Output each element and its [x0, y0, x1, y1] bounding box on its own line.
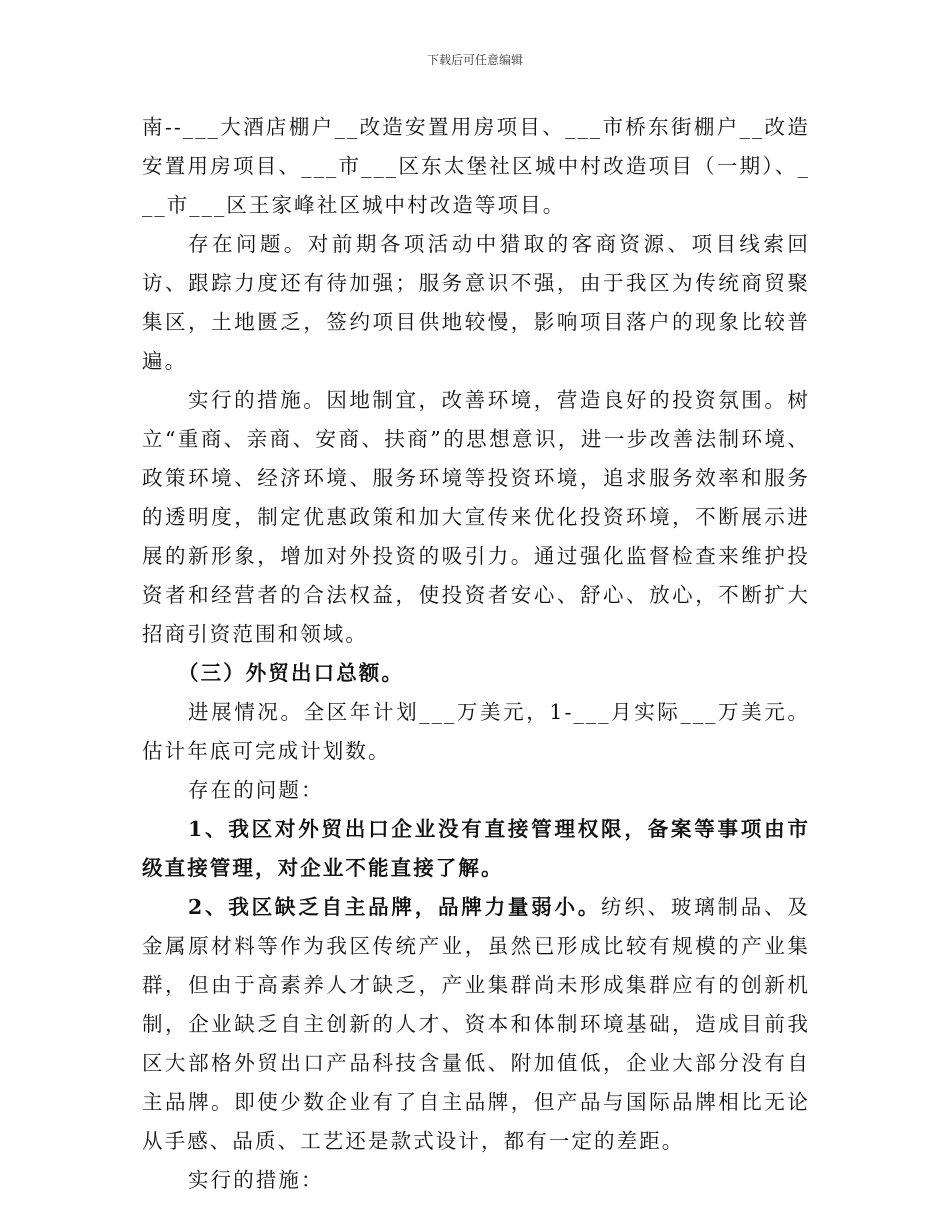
- problem-2-lead: 2、我区缺乏自主品牌，品牌力量弱小。: [188, 895, 602, 919]
- paragraph-progress: 进展情况。全区年计划___万美元，1-___月实际___万美元。估计年底可完成计划数。: [142, 700, 810, 763]
- paragraph-problems-label: 存在的问题：: [188, 778, 324, 802]
- problem-2-body: 纺织、玻璃制品、及金属原材料等作为我区传统产业，虽然已形成比较有规模的产业集群，但由于高素养人才缺乏，产业集群尚未形成集群应有的创新机制，企业缺乏自主创新的人才、资本和体制环境基础，造成目前我区大部格外贸出口产品科技含量低、附加值低，企业大部分没有自主品牌。即使少数企业有了自主品牌，但产品与国际品牌相比无论从手感、品质、工艺还是款式设计，都有一定的差距。: [142, 895, 810, 1153]
- paragraph-measures: 实行的措施。因地制宜，改善环境，营造良好的投资氛围。树立“重商、亲商、安商、扶商”的思想意识，进一步改善法制环境、政策环境、经济环境、服务环境等投资环境，追求服务效率和服务的透明度，制定优惠政策和加大宣传来优化投资环境，不断展示进展的新形象，增加对外投资的吸引力。通过强化监督检查来维护投资者和经营者的合法权益，使投资者安心、舒心、放心，不断扩大招商引资范围和领域。: [142, 388, 810, 646]
- paragraph-existing-problems: 存在问题。对前期各项活动中猎取的客商资源、项目线索回访、跟踪力度还有待加强；服务意识不强，由于我区为传统商贸聚集区，土地匮乏，签约项目供地较慢，影响项目落户的现象比较普遍。: [142, 232, 810, 373]
- paragraph-problem-2: [142, 888, 810, 1161]
- section-heading-foreign-trade: （三）外贸出口总额。: [178, 661, 404, 685]
- paragraph-problem-1: 1、我区对外贸出口企业没有直接管理权限，备案等事项由市级直接管理，对企业不能直接了解。: [142, 817, 810, 880]
- paragraph-project-list: 南--___大酒店棚户__改造安置用房项目、___市桥东街棚户__改造安置用房项目、___市___区东太堡社区城中村改造项目（一期）、___市___区王家峰社区城中村改造等项目。: [142, 115, 810, 217]
- paragraph-measures-label: 实行的措施：: [188, 1168, 324, 1192]
- document-body: [142, 108, 810, 1200]
- page-header: 下载后可任意编辑: [426, 53, 523, 67]
